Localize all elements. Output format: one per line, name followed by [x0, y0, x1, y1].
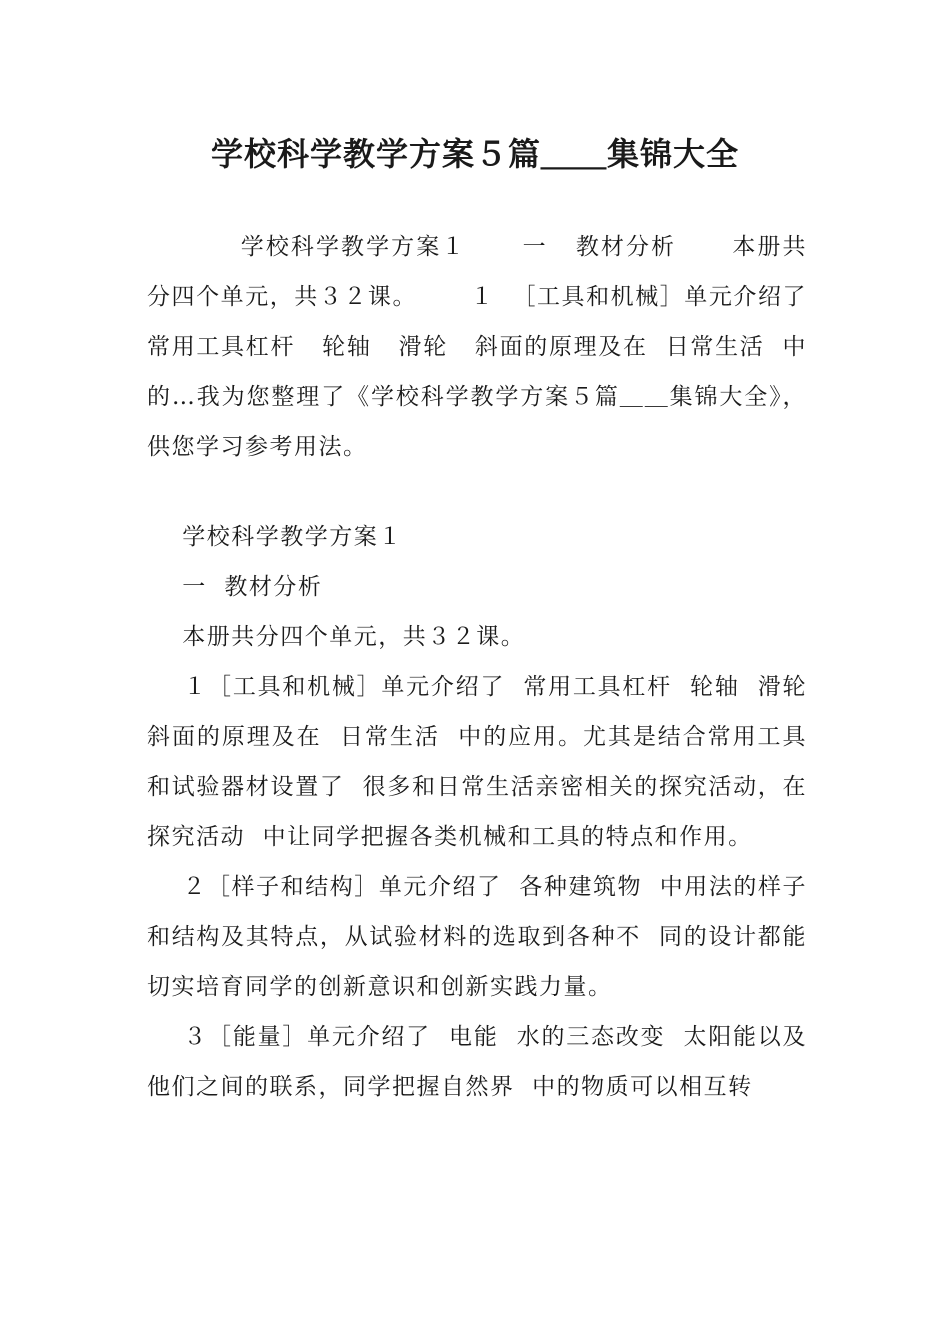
section-heading: 学校科学教学方案１ [147, 524, 403, 550]
body-paragraph: ２［样子和结构］单元介绍了 各种建筑物 中用法的样子和结构及其特点，从试验材料的选取到各种不 同的设计都能切实培育同学的创新意识和创新实践力量。 [147, 874, 808, 1000]
paragraph-gap [147, 472, 807, 512]
body-paragraph: 本册共分四个单元，共３２课。 [147, 624, 526, 650]
body-paragraph: ３［能量］单元介绍了 电能 水的三态改变 太阳能以及他们之间的联系，同学把握自然界 中的物质可以相互转 [147, 1024, 807, 1100]
summary-paragraph: 学校科学教学方案１ 一 教材分析 本册共分四个单元，共３２课。 １ ［工具和机械］单元介绍了 常用工具杠杆 轮轴 滑轮 斜面的原理及在 日常生活 中的…我为您整理了《学校科学教学方案５篇＿＿集锦大全》，供您学习参考用法。 [147, 234, 825, 460]
body-paragraph: １［工具和机械］单元介绍了 常用工具杠杆 轮轴 滑轮 斜面的原理及在 日常生活 中的应用。尤其是结合常用工具和试验器材设置了 很多和日常生活亲密相关的探究活动，在 探究活动 中让同学把握各类机械和工具的特点和作用。 [147, 674, 825, 850]
subsection-heading: 一 教材分析 [147, 574, 323, 600]
document-body [147, 222, 825, 1112]
document-title: 学校科学教学方案５篇＿＿集锦大全 [210, 135, 739, 173]
